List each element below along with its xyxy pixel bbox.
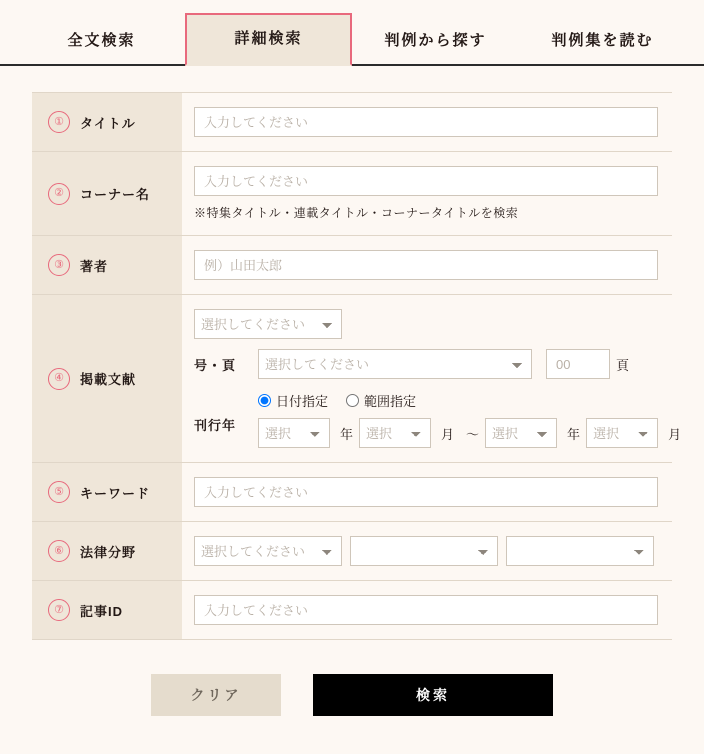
form-row-author [32, 236, 672, 295]
publication-year-label: 刊行年 [194, 418, 237, 433]
article-id-input[interactable] [194, 595, 658, 625]
tab-bar [0, 0, 704, 66]
row-number: ⑥ [48, 540, 70, 562]
search-form [0, 66, 704, 716]
from-month-unit: 月 [441, 426, 455, 442]
tab-label: 判例集を読む [551, 32, 654, 49]
row-field-author [182, 236, 672, 294]
issue-page-line [194, 349, 687, 379]
law-field-select-2[interactable] [350, 536, 498, 566]
row-label-article-id [32, 581, 182, 639]
issue-page-label: 号・頁 [194, 357, 237, 373]
tab-label: 詳細検索 [234, 30, 303, 47]
form-actions [32, 674, 672, 716]
row-label-text: コーナー名 [80, 187, 151, 202]
row-label-title [32, 93, 182, 151]
form-row-article-id [32, 581, 672, 640]
to-month-unit: 月 [668, 426, 682, 442]
tab-label: 全文検索 [67, 32, 136, 49]
corner-name-note: ※特集タイトル・連載タイトル・コーナータイトルを検索 [194, 206, 519, 220]
row-label-text: 記事ID [80, 603, 124, 619]
form-row-title [32, 93, 672, 152]
radio-date-spec-input[interactable] [258, 394, 271, 407]
row-field-article-id [182, 581, 672, 639]
form-row-corner-name [32, 152, 672, 236]
publication-year-line [194, 391, 687, 448]
year-mode-radio-group [258, 391, 687, 410]
author-input[interactable] [194, 250, 658, 280]
law-field-select-1[interactable] [194, 536, 342, 566]
tab-advanced-search[interactable] [185, 13, 352, 66]
row-number: ⑤ [48, 481, 70, 503]
row-label-text: キーワード [80, 485, 151, 501]
form-row-law-field [32, 522, 672, 581]
row-label-author [32, 236, 182, 294]
year-month-range [258, 418, 687, 448]
to-year-select[interactable] [485, 418, 557, 448]
page-input[interactable] [546, 349, 610, 379]
radio-range-spec-input[interactable] [346, 394, 359, 407]
row-number: ① [48, 111, 70, 133]
row-label-law-field [32, 522, 182, 580]
row-label-keyword [32, 463, 182, 521]
row-label-text: タイトル [80, 115, 136, 131]
row-number: ④ [48, 368, 70, 390]
row-field-title [182, 93, 672, 151]
row-number: ⑦ [48, 599, 70, 621]
row-field-corner-name [182, 152, 672, 235]
to-month-select[interactable] [586, 418, 658, 448]
corner-name-input[interactable] [194, 166, 658, 196]
tab-label: 判例から探す [384, 32, 487, 49]
tab-full-text-search[interactable] [18, 15, 185, 64]
issue-select[interactable] [258, 349, 532, 379]
title-input[interactable] [194, 107, 658, 137]
row-label-corner-name [32, 152, 182, 235]
form-rows [32, 92, 682, 640]
to-year-unit: 年 [567, 426, 581, 442]
row-field-keyword [182, 463, 672, 521]
form-row-keyword [32, 463, 672, 522]
publication-source-select[interactable] [194, 309, 342, 339]
page-unit-label: 頁 [616, 357, 630, 373]
from-month-select[interactable] [359, 418, 431, 448]
row-label-text: 法律分野 [80, 544, 137, 560]
row-label-publication [32, 295, 182, 462]
row-label-text: 掲載文献 [80, 372, 137, 387]
form-row-publication [32, 295, 682, 463]
radio-range-spec[interactable] [346, 391, 416, 410]
search-button[interactable]: 検索 [313, 674, 553, 716]
row-field-publication [182, 295, 701, 462]
row-number: ② [48, 183, 70, 205]
law-field-select-3[interactable] [506, 536, 654, 566]
clear-button[interactable]: クリア [151, 674, 281, 716]
radio-date-spec[interactable] [258, 391, 328, 410]
tab-read-precedent-collection[interactable] [519, 15, 686, 64]
row-number: ③ [48, 254, 70, 276]
row-field-law-field [182, 522, 672, 580]
keyword-input[interactable] [194, 477, 658, 507]
range-tilde: ～ [466, 426, 480, 442]
tab-search-by-precedent[interactable] [352, 15, 519, 64]
radio-date-spec-label: 日付指定 [276, 394, 329, 409]
radio-range-spec-label: 範囲指定 [364, 394, 417, 409]
from-year-unit: 年 [340, 426, 354, 442]
row-label-text: 著者 [80, 258, 109, 274]
from-year-select[interactable] [258, 418, 330, 448]
